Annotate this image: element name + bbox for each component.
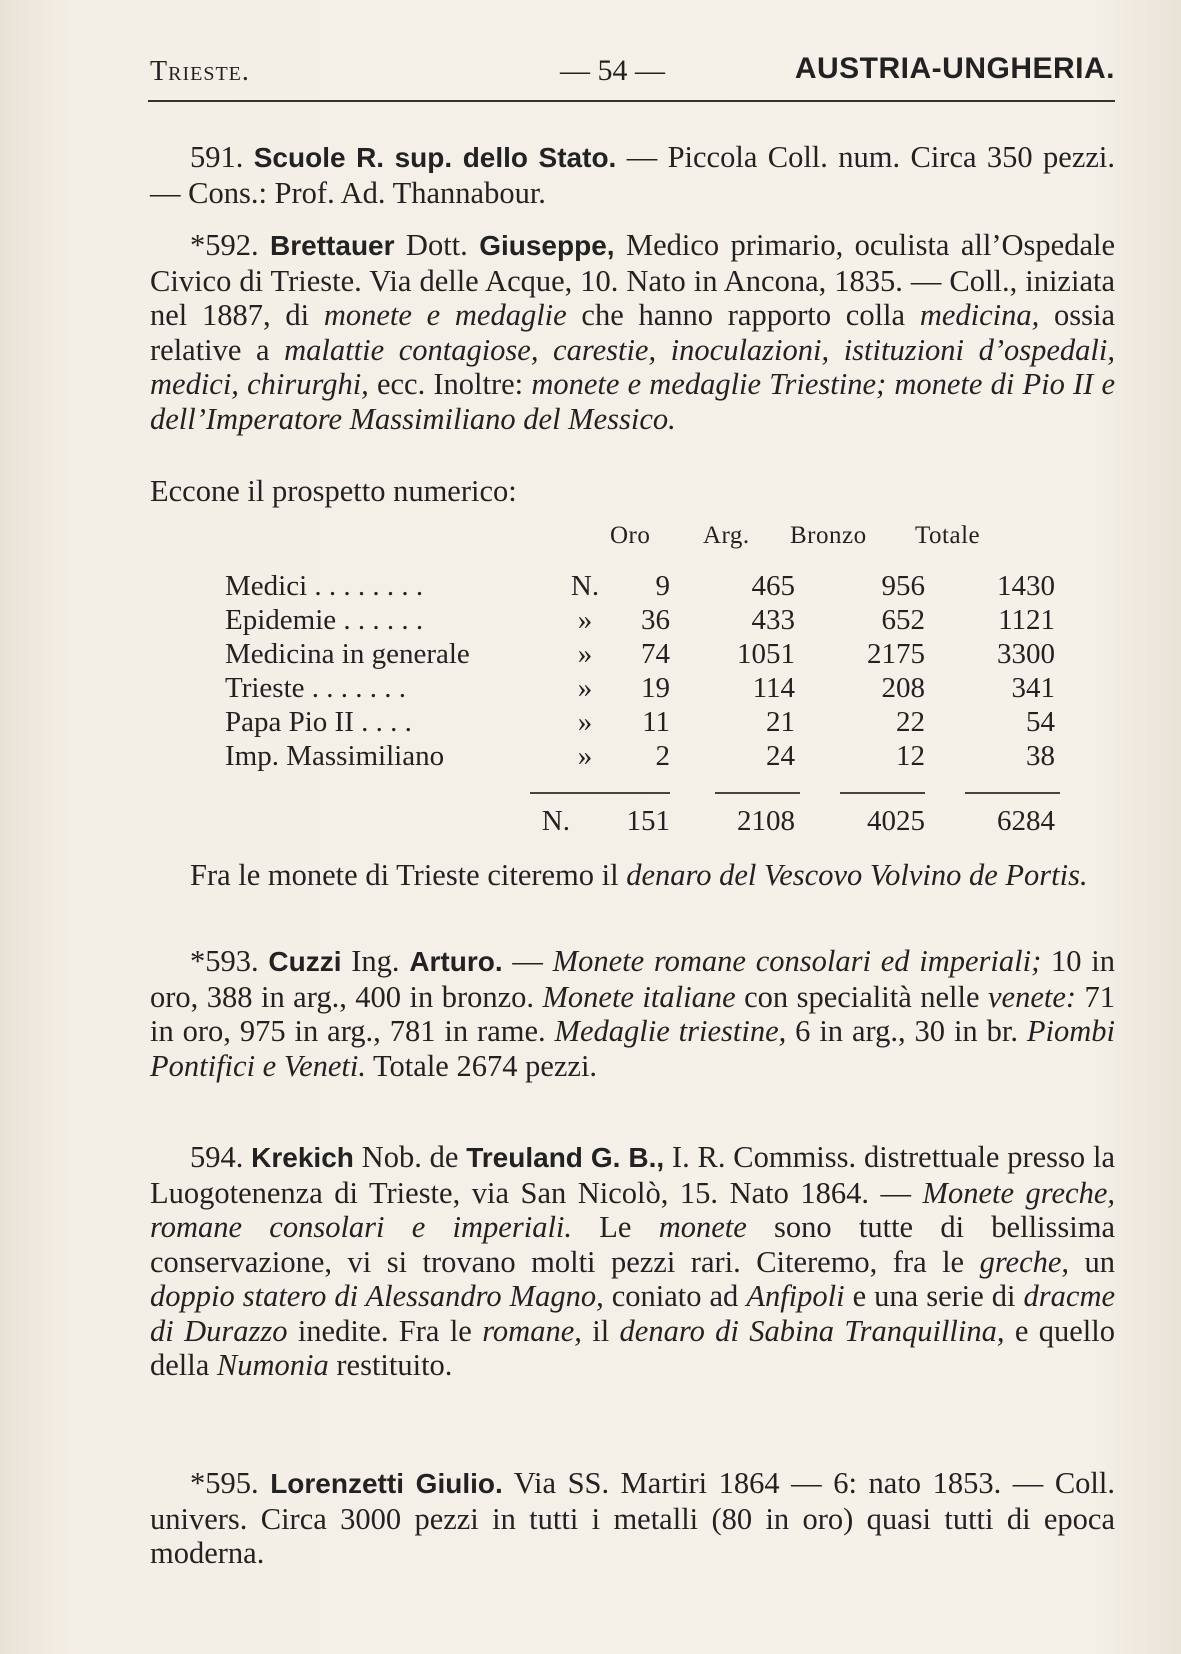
cell-arg: 1051 [737,638,795,670]
entry-text: inedite. Fra le [287,1313,483,1348]
row-label: Imp. Massimiliano [225,740,445,772]
entry-italic: Monete greche, romane consolari e imperiali. [150,1175,1115,1244]
entry-text: Dott. [394,228,480,262]
entry-italic: doppio statero di Alessandro Magno, [150,1279,604,1313]
entry-text: Totale 2674 pezzi. [365,1048,598,1083]
entry-firstname: Giuseppe, [479,230,615,261]
total-mark: N. [541,805,570,837]
sum-rule [840,792,925,794]
cell-bronzo: 956 [881,570,925,602]
entry-italic: medicina, [919,298,1040,332]
entry-text: il [581,1313,620,1348]
entry-592 [150,228,1115,436]
entry-number: *593. [190,944,259,978]
entry-text: 6 in arg., 30 in br. [786,1014,1027,1048]
entry-text: e una serie di [844,1279,1024,1313]
table-row [225,638,1065,672]
row-label: Papa Pio II . . . . [225,706,412,738]
header-country: AUSTRIA-UNGHERIA. [794,52,1115,85]
cell-oro: 9 [655,570,670,602]
table-row [225,740,1065,774]
table-intro-text: Eccone il prospetto numerico: [150,474,517,508]
entry-text: e quello della [150,1313,1115,1382]
entry-text: I. R. Commiss. distrettuale presso la Luogotenenza di Trieste, via San Nicolò, 15. Nato 1864. — [150,1140,1115,1210]
entry-number: 594. [190,1140,244,1174]
entry-italic: Medaglie triestine, [554,1014,787,1048]
header-section: Trieste. [150,56,250,87]
entry-591 [150,140,1115,210]
row-label: Trieste . . . . . . . [225,672,406,704]
entry-text: con specialità nelle [735,979,988,1014]
entry-text: Via SS. Martiri 1864 — 6: nato 1853. — Coll. univers. Circa 3000 pezzi in tutti i metalli (80 in oro) quasi tutti di epoca moderna. [150,1466,1116,1570]
sum-rule [530,792,670,794]
row-mark: » [577,672,593,704]
entry-text: ecc. Inoltre: [368,367,532,401]
header-rule [148,100,1115,102]
cell-totale: 54 [1026,706,1055,738]
entry-text: che hanno rapporto colla [566,298,920,332]
total-arg: 2108 [737,805,795,837]
table-total-row [225,805,1065,839]
entry-text: 10 in oro, 388 in arg., 400 in bronzo. [150,944,1115,1014]
entry-595 [150,1466,1115,1571]
row-mark: » [577,638,593,670]
cell-oro: 11 [642,706,670,738]
row-label: Medicina in generale [225,638,470,670]
total-bronzo: 4025 [867,805,925,837]
cell-bronzo: 22 [896,706,925,738]
note-italic: denaro del Vescovo Volvino de Portis. [626,858,1088,892]
cell-totale: 1121 [998,604,1055,636]
entry-italic: denaro di Sabina Tranquillina, [619,1313,1005,1348]
cell-arg: 465 [751,570,795,602]
table-intro [150,474,1115,509]
cell-bronzo: 208 [881,672,925,704]
cell-arg: 24 [766,740,795,772]
entry-italic: monete e medaglie Triestine; monete di Pio II e dell’Imperatore Massimiliano del Messico. [150,367,1115,436]
entry-number: *592. [190,228,259,262]
entry-number: 591. [190,140,244,174]
entry-text: un [1069,1244,1116,1279]
total-totale: 6284 [997,805,1055,837]
cell-arg: 114 [752,672,795,704]
entry-text: restituito. [328,1348,453,1382]
cell-oro: 2 [655,740,670,772]
cell-totale: 341 [1011,672,1055,704]
entry-name: Scuole R. sup. dello Stato. [253,142,617,173]
entry-text: — [502,944,553,978]
entry-firstname: Treuland G. B., [466,1142,665,1173]
table-row [225,706,1065,740]
entry-italic: monete [658,1210,747,1244]
cell-oro: 36 [641,604,670,636]
entry-italic: romane, [482,1313,582,1348]
entry-italic: Anfipoli [746,1279,845,1313]
entry-italic: Numonia [216,1348,329,1382]
cell-totale: 1430 [997,570,1055,602]
cell-bronzo: 2175 [867,638,925,670]
row-mark: » [577,740,593,772]
note-text: Fra le monete di Trieste citeremo il [190,858,627,892]
total-oro: 151 [626,805,670,837]
col-header-totale: Totale [915,522,981,549]
cell-bronzo: 652 [881,604,925,636]
col-header-oro: Oro [610,522,651,549]
entry-italic: greche, [979,1244,1070,1279]
page-number: — 54 — [560,54,665,87]
entry-text: Ing. [341,944,410,978]
cell-oro: 74 [641,638,670,670]
row-mark: » [577,706,593,738]
sum-rule [715,792,800,794]
entry-italic: malattie contagiose, carestie, inoculazioni, istituzioni d’ospedali, medici, chirurghi, [150,332,1115,401]
row-mark: N. [570,570,600,602]
cell-arg: 433 [751,604,795,636]
entry-name: Lorenzetti Giulio. [270,1468,503,1499]
entry-surname: Cuzzi [268,946,342,977]
cell-totale: 3300 [997,638,1055,670]
entry-italic: Piombi Pontifici e Veneti. [150,1014,1115,1083]
table-row [225,672,1065,706]
entry-593 [150,944,1115,1083]
entry-text: ossia relative a [150,298,1115,367]
entry-surname: Brettauer [270,230,395,261]
cell-arg: 21 [766,706,795,738]
table-row [225,604,1065,638]
table-row [225,570,1065,604]
entry-italic: Monete italiane [542,979,736,1014]
entry-text: — Piccola Coll. num. Circa 350 pezzi. — Cons.: Prof. Ad. Thannabour. [150,140,1115,210]
sum-rule [965,792,1060,794]
entry-text: Le [572,1210,659,1244]
entry-italic: monete e medaglie [323,298,567,332]
entry-text: Medico primario, oculista all’Ospedale Civico di Trieste. Via delle Acque, 10. Nato in Ancona, 1835. — Coll., iniziata nel 1887, di [150,228,1115,332]
entry-text: Nob. de [353,1140,467,1174]
row-label: Epidemie . . . . . . [225,604,424,636]
entry-594 [150,1140,1115,1383]
row-mark: » [577,604,593,636]
cell-oro: 19 [641,672,670,704]
col-header-arg: Arg. [703,522,750,549]
entry-surname: Krekich [251,1142,354,1173]
col-header-bronzo: Bronzo [790,522,867,549]
running-header [150,52,1115,100]
entry-text: coniato ad [603,1279,747,1313]
entry-italic: venete: [988,979,1077,1014]
entry-number: *595. [190,1466,259,1500]
entry-italic: dracme di Durazzo [150,1279,1116,1348]
entry-text: 71 in oro, 975 in arg., 781 in rame. [150,979,1116,1048]
row-label: Medici . . . . . . . . [225,570,424,602]
note-paragraph [150,858,1115,893]
cell-totale: 38 [1026,740,1055,772]
entry-text: sono tutte di bellissima conservazione, vi si trovano molti pezzi rari. Citeremo, fra le [150,1210,1115,1279]
entry-firstname: Arturo. [409,946,503,977]
entry-italic: Monete romane consolari ed imperiali; [552,944,1042,978]
cell-bronzo: 12 [896,740,925,772]
